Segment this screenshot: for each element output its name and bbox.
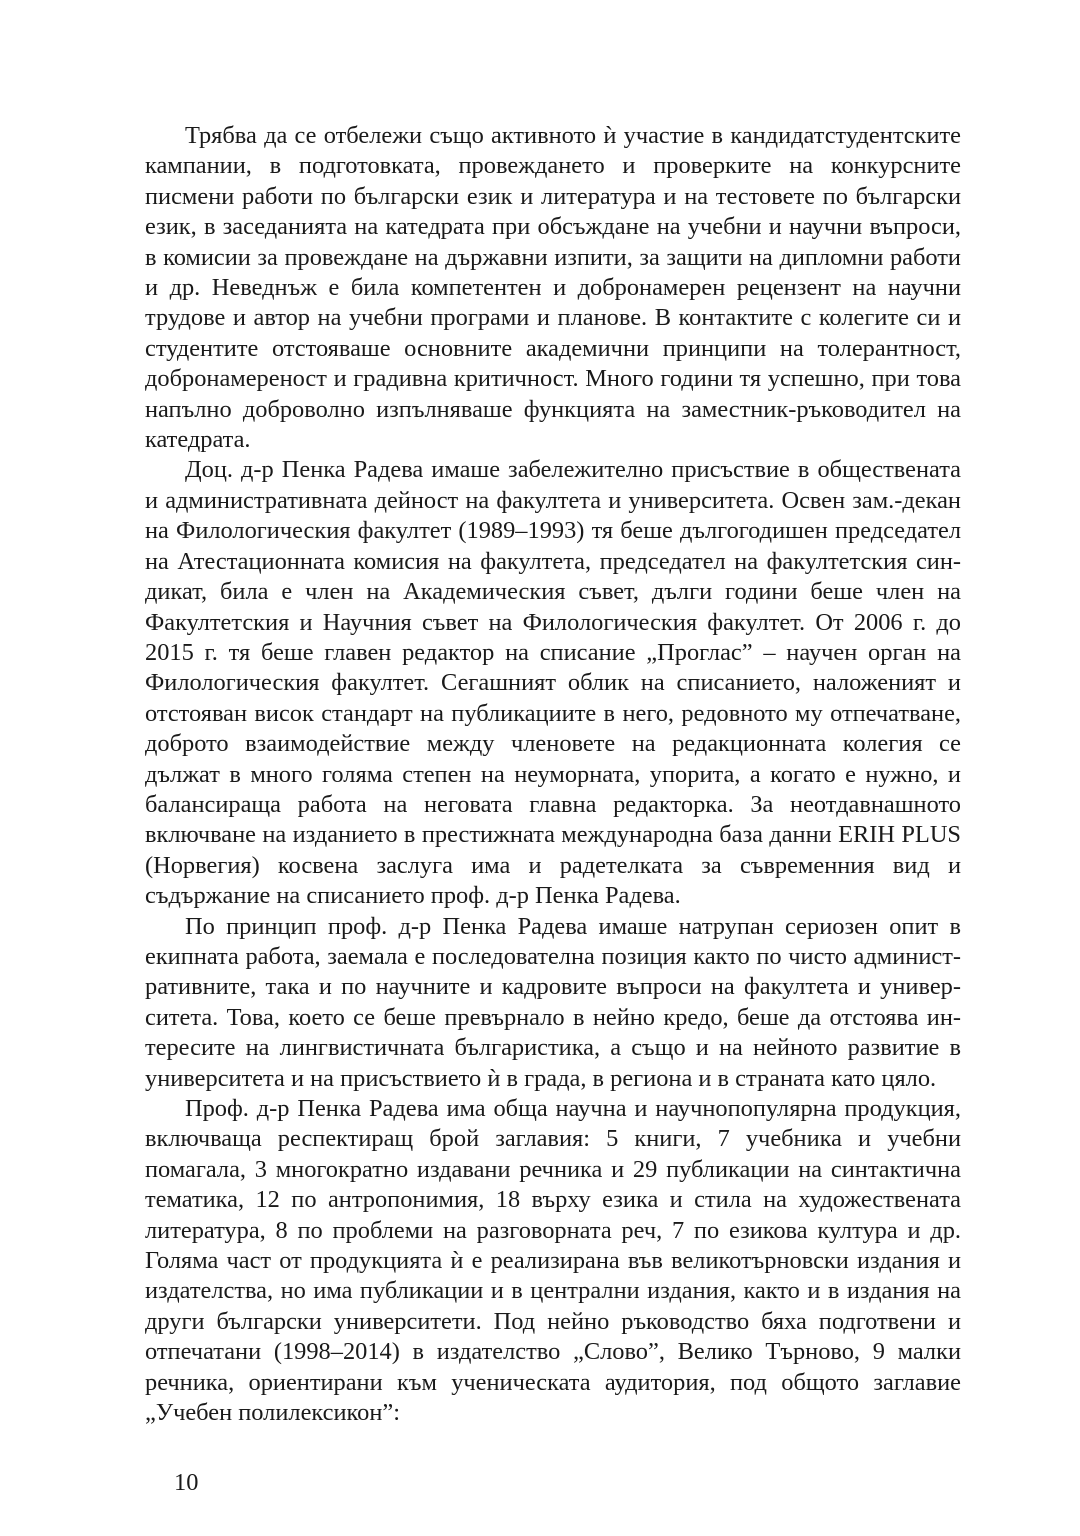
paragraph-candidate-campaigns: Трябва да се отбележи също активното ѝ участие в кандидатстудентските кампании, в подготовката, провеждането и проверките на конкурсните писмени работи по български език и литература и на тестовете по български език, в заседанията на катедрата при обсъждане на учебни и научни въпроси, в комисии за провеждане на държавни изпити, за защити на дипломни работи и др. Неведнъж е била компетентен и добронамерен рецензент на научни трудове и автор на учебни програми и планове. В контактите с колегите си и студентите отстояваше основните академични принципи на толерантност, добронамереност и градивна критичност. Много години тя успешно, при това напълно доброволно изпълняваше функцията на заместник-ръководител на катедрата. [145, 122, 961, 454]
page-number: 10 [174, 1469, 199, 1496]
paragraph-publications: Проф. д-р Пенка Радева има обща научна и научнопопулярна продукция, включваща респектиращ брой заглавия: 5 книги, 7 учебника и учебни помагала, 3 многократно издавани речника и 29 публикации на синтактична тематика, 12 по антропонимия, 18 върху езика и стила на художествената литература, 8 по проблеми на разговорната реч, 7 по езикова култура и др. Голяма част от продукцията ѝ е реализирана във великотърновски издания и издателства, но има публикации и в централни издания, както и в издания на други български университети. Под нейно ръководство бяха подготвени и отпечатани (1998–2014) в издателство „Слово”, Велико Търново, 9 малки речника, ориентирани към ученическата аудитория, под общото заглавие „Учебен полилексикон”: [145, 1095, 961, 1427]
body-text [145, 121, 961, 1428]
paragraph-team-work: По принцип проф. д-р Пенка Радева имаше натрупан сериозен опит в екипната работа, заемала е последователна позиция както по чисто административните, така и по научните и кадровите въпроси на факултета и университета. Това, което се беше превърнало в нейно кредо, беше да отстоява интересите на лингвистичната българистика, а също и на нейното развитие в университета и на присъствието ѝ в града, в региона и в страната като цяло. [145, 912, 961, 1092]
paragraph-administrative-activity: Доц. д-р Пенка Радева имаше забележително присъствие в обществената и административната дейност на факултета и университета. Освен зам.-декан на Филологическия факултет (1989–1993) тя беше дългогодишен председател на Атестационната комисия на факултета, председател на факултетския синдикат, била е член на Академическия съвет, дълги години беше член на Факултетския и Научния съвет на Филологическия факултет. От 2006 г. до 2015 г. тя беше главен редактор на списание „Проглас” – научен орган на Филологическия факултет. Сегашният облик на списанието, наложеният и отстояван висок стандарт на публикациите в него, редовното му отпечатване, доброто взаимодействие между членовете на редакционната колегия се дължат в много голяма степен на неуморната, упорита, а когато е нужно, и балансираща работа на неговата главна редакторка. За неотдавнашното включване на изданието в престижната международна база данни ERIH PLUS (Норвегия) косвена заслуга има и радетелката за съвременния вид и съдържание на списанието проф. д-р Пенка Радева. [145, 456, 961, 910]
